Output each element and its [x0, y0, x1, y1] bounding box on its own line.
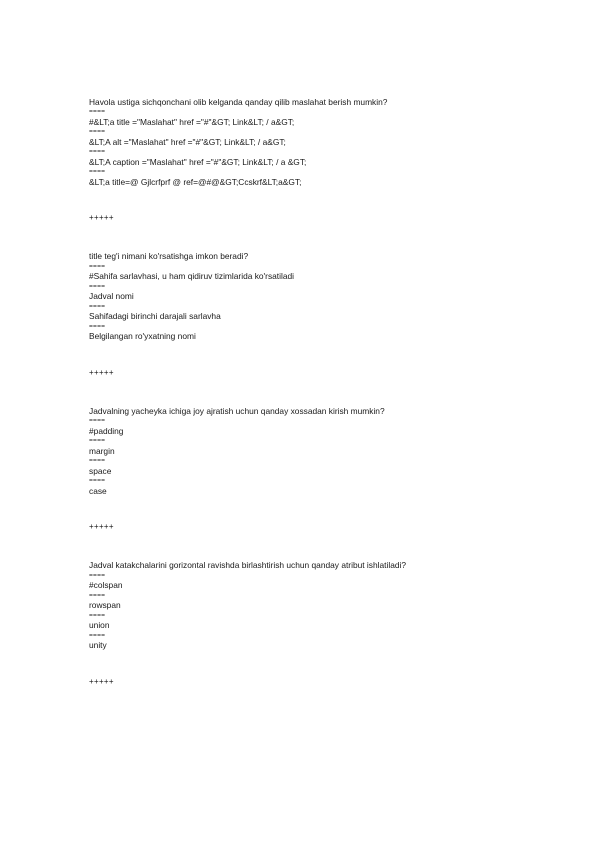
answer-option: rowspan [89, 600, 121, 611]
test-content [89, 96, 549, 687]
question-text: title teg'i nimani ko'rsatishga imkon beradi? [89, 251, 249, 262]
answer-option-correct: #colspan [89, 580, 123, 591]
answer-separator: ==== [89, 168, 106, 176]
answer-option: &LT;A alt ="Maslahat" href ="#"&GT; Link&LT; / a&GT; [89, 137, 286, 147]
answer-separator: ==== [89, 148, 106, 156]
answer-separator: ==== [89, 591, 106, 599]
answer-option: &LT;a title=@ Gjlcrfprf @ ref=@#@&GT;Ccskrf&LT;a&GT; [89, 177, 302, 187]
question-divider: +++++ [89, 367, 114, 377]
answer-separator: ==== [89, 108, 106, 116]
question-block-4 [89, 559, 549, 686]
question-text: Havola ustiga sichqonchani olib kelganda qanday qilib maslahat berish mumkin? [89, 97, 388, 107]
answer-option: unity [89, 640, 107, 651]
answer-option: margin [89, 445, 115, 456]
answer-separator: ==== [89, 282, 106, 290]
answer-option: &LT;A caption ="Maslahat" href ="#"&GT; Link&LT; / a &GT; [89, 157, 307, 167]
answer-separator: ==== [89, 417, 106, 425]
answer-option: Belgilangan ro'yxatning nomi [89, 331, 196, 342]
answer-separator: ==== [89, 611, 106, 619]
answer-option-correct: #Sahifa sarlavhasi, u ham qidiruv tizimlarida ko'rsatiladi [89, 271, 295, 282]
answer-separator: ==== [89, 631, 106, 639]
answer-separator: ==== [89, 262, 106, 270]
answer-option: Sahifadagi birinchi darajali sarlavha [89, 311, 221, 322]
answer-option-correct: #&LT;a title ="Maslahat" href ="#"&GT; Link&LT; / a&GT; [89, 117, 295, 127]
answer-separator: ==== [89, 571, 106, 579]
answer-option-correct: #padding [89, 425, 124, 436]
question-block-2 [89, 250, 549, 404]
question-text: Jadvalning yacheyka ichiga joy ajratish uchun qanday xossadan kirish mumkin? [89, 405, 385, 416]
question-block-1 [89, 96, 549, 250]
answer-option: Jadval nomi [89, 291, 134, 302]
answer-option: space [89, 465, 112, 476]
answer-option: union [89, 620, 110, 631]
question-block-3 [89, 405, 549, 559]
question-divider: +++++ [89, 676, 114, 686]
answer-separator: ==== [89, 437, 106, 445]
answer-option: case [89, 485, 107, 496]
question-divider: +++++ [89, 213, 114, 223]
answer-separator: ==== [89, 457, 106, 465]
answer-separator: ==== [89, 302, 106, 310]
question-text: Jadval katakchalarini gorizontal ravishda birlashtirish uchun qanday atribut ishlatiladi? [89, 560, 407, 571]
answer-separator: ==== [89, 128, 106, 136]
answer-separator: ==== [89, 322, 106, 330]
answer-separator: ==== [89, 477, 106, 485]
question-divider: +++++ [89, 522, 114, 532]
